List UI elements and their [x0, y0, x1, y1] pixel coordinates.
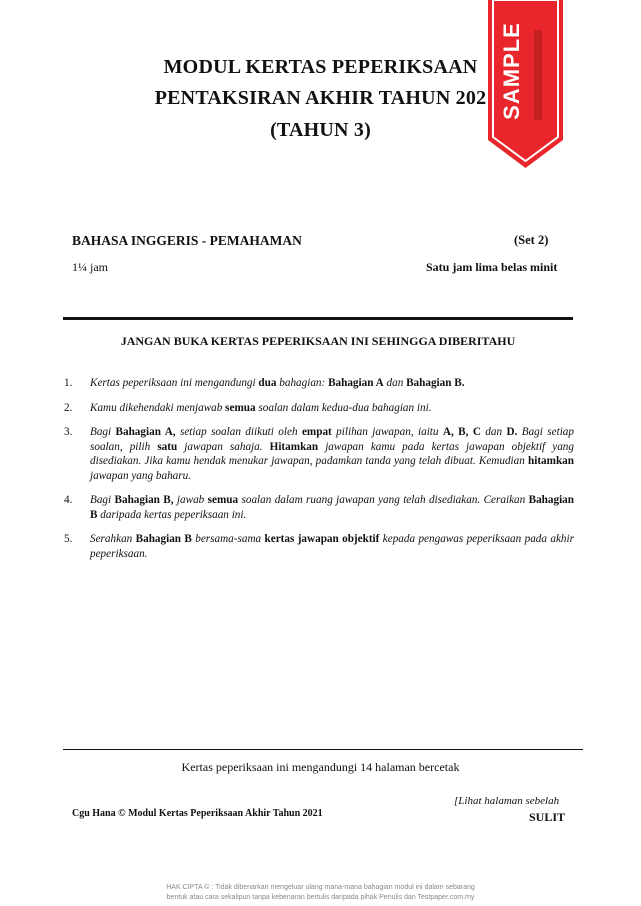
instruction-fragment: dan	[383, 377, 407, 389]
instruction-fragment: bahagian:	[276, 377, 329, 389]
set-label: (Set 2)	[514, 233, 549, 247]
page-count-text: Kertas peperiksaan ini mengandungi 14 halaman bercetak	[181, 760, 460, 774]
instruction-text	[90, 376, 574, 391]
next-page-note: [Lihat halaman sebelah	[454, 795, 560, 807]
instructions-list	[64, 376, 574, 571]
instruction-number: 3.	[64, 426, 73, 438]
instruction-fragment: jawab	[173, 494, 208, 506]
instruction-text	[90, 532, 574, 561]
instruction-keyword: Bahagian B,	[114, 494, 174, 506]
footer-divider	[63, 749, 583, 750]
instruction-fragment: Bagi setiap soalan, pilih	[90, 426, 574, 453]
instruction-fragment: dan	[480, 426, 507, 438]
instruction-item	[64, 376, 574, 391]
instruction-keyword: Hitamkan	[269, 440, 319, 453]
instruction-fragment: Kertas peperiksaan ini mengandungi	[90, 377, 259, 389]
sulit-label: SULIT	[529, 810, 566, 824]
instruction-keyword: Bahagian B	[135, 533, 192, 545]
title-line-3: (TAHUN 3)	[270, 119, 371, 141]
instruction-fragment: jawapan kamu pada kertas jawapan objektif yang disediakan. Jika kamu hendak menukar jawapan, padamkan tanda yang telah dibuat. Kemudian	[90, 440, 574, 467]
legal-line-2: bentuk atau cara sekalipun tanpa kebenaran bertulis daripada pihak Penulis dan Testpaper.com.my	[166, 894, 475, 901]
section-divider	[63, 317, 573, 320]
instruction-number: 1.	[64, 377, 73, 389]
instruction-fragment: soalan dalam ruang jawapan yang telah disediakan. Ceraikan	[238, 494, 529, 506]
instruction-number: 5.	[64, 533, 73, 545]
instruction-item	[64, 425, 574, 483]
title-line-1: MODUL KERTAS PEPERIKSAAN	[163, 56, 478, 78]
warning-text: JANGAN BUKA KERTAS PEPERIKSAAN INI SEHINGGA DIBERITAHU	[120, 334, 516, 348]
instruction-keyword: satu	[157, 440, 178, 453]
instruction-fragment: daripada kertas peperiksaan ini.	[97, 508, 247, 521]
instruction-fragment: pilihan jawapan, iaitu	[331, 426, 443, 438]
instruction-item	[64, 493, 574, 522]
copyright-text: Cgu Hana © Modul Kertas Peperiksaan Akhir Tahun 2021	[72, 808, 323, 819]
duration-short: 1¼ jam	[72, 260, 108, 274]
instruction-item	[64, 401, 574, 416]
subject-name: BAHASA INGGERIS - PEMAHAMAN	[72, 233, 302, 248]
instruction-number: 2.	[64, 401, 73, 414]
instruction-keyword: semua	[225, 401, 256, 414]
instruction-fragment: jawapan sahaja.	[177, 440, 270, 453]
instruction-keyword: kertas jawapan objektif	[264, 533, 380, 545]
instruction-keyword: D.	[506, 426, 518, 438]
title-line-2: PENTAKSIRAN AKHIR TAHUN 202	[154, 87, 487, 109]
instruction-keyword: semua	[207, 494, 239, 506]
instruction-keyword: Bahagian B	[90, 494, 574, 521]
instruction-keyword: dua	[258, 377, 277, 389]
instruction-fragment: bersama-sama	[191, 533, 265, 545]
instruction-keyword: hitamkan	[527, 455, 574, 467]
instruction-text	[90, 425, 574, 483]
instruction-keyword: Bahagian B.	[406, 377, 465, 389]
instruction-text	[90, 401, 574, 416]
instruction-fragment: Serahkan	[90, 533, 136, 545]
instruction-fragment: setiap soalan diikuti oleh	[175, 426, 302, 438]
sample-badge-label: SAMPLE	[499, 22, 524, 120]
instruction-fragment: Bagi	[90, 426, 116, 438]
instruction-text	[90, 493, 574, 522]
sample-badge	[488, 0, 563, 168]
legal-line-1: HAK CIPTA © : Tidak dibenarkan mengeluar ulang mana-mana bahagian modul ini dalam sebarang	[166, 884, 475, 891]
instruction-fragment: Bagi	[90, 494, 115, 506]
duration-long: Satu jam lima belas minit	[426, 260, 558, 274]
instruction-fragment: kepada pengawas peperiksaan pada akhir peperiksaan.	[90, 533, 574, 560]
instruction-fragment: soalan dalam kedua-dua bahagian ini.	[255, 401, 432, 414]
instruction-keyword: empat	[301, 426, 332, 438]
instruction-keyword: Bahagian A	[328, 377, 384, 389]
instruction-keyword: A, B, C	[442, 426, 481, 438]
instruction-keyword: Bahagian A,	[115, 426, 176, 438]
instruction-fragment: jawapan yang baharu.	[90, 469, 191, 482]
instruction-number: 4.	[64, 494, 73, 506]
instruction-fragment: Kamu dikehendaki menjawab	[90, 401, 226, 414]
instruction-item	[64, 532, 574, 561]
